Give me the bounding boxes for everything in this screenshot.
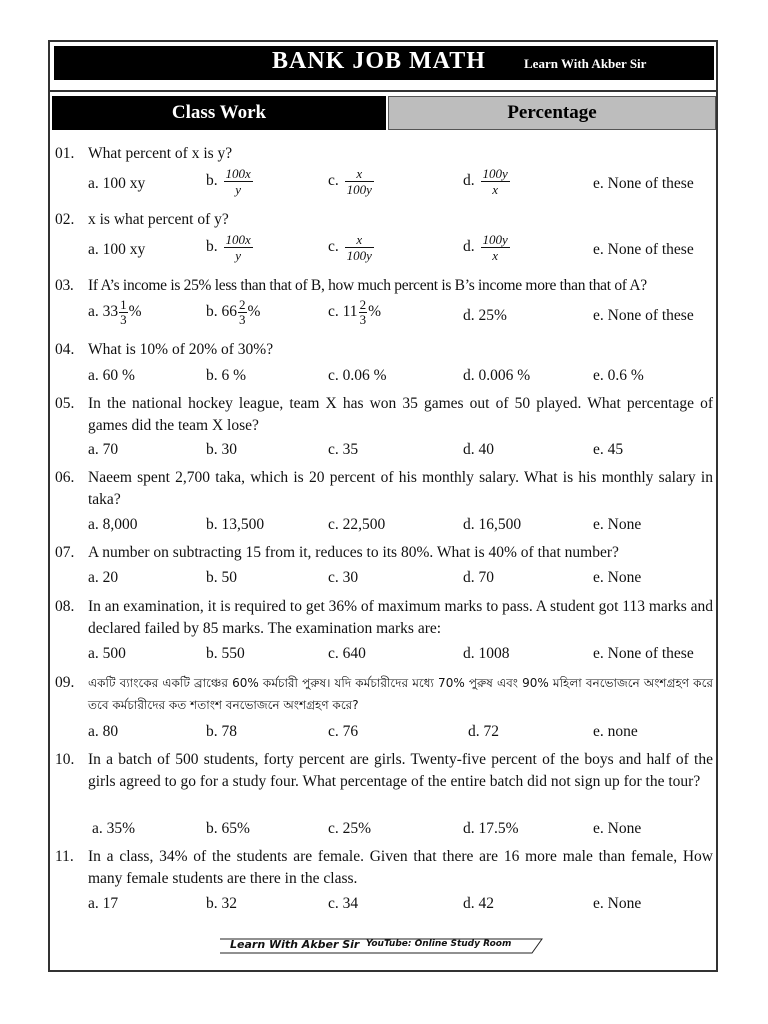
option-label: c. (328, 238, 339, 256)
option-b: b. 30 (206, 441, 237, 458)
option-c: c. 76 (328, 723, 359, 740)
option-a: a. 35% (92, 820, 136, 837)
question-text: In an examination, it is required to get 36% of maximum marks to pass. A student got 113 marks and declared failed by 85 marks. The examination marks are: (88, 598, 713, 637)
option-b: b. 78 (206, 723, 237, 740)
option-a: a. 100 xy (88, 241, 146, 258)
option-d: d. 42 (463, 895, 494, 912)
option-a: a. 20 (88, 569, 119, 586)
fraction (119, 298, 128, 327)
option-b: b. 6 % (206, 367, 247, 384)
option-b: b. 13,500 (206, 516, 265, 533)
fraction (238, 298, 247, 327)
option-e: e. None (593, 569, 642, 586)
question-text: What is 10% of 20% of 30%? (88, 341, 274, 358)
option-c: c. 34 (328, 895, 359, 912)
option-e: e. None of these (593, 645, 694, 662)
question-number: 09. (55, 674, 75, 691)
option-a: a. 17 (88, 895, 119, 912)
percent-sign: % (247, 303, 261, 321)
fraction (224, 166, 253, 197)
option-b: b. 50 (206, 569, 237, 586)
option-label: b. (206, 172, 218, 190)
question-number: 03. (55, 277, 74, 294)
question-text: In a class, 34% of the students are female. Given that there are 16 more male than female, How many female students are there in the class. (88, 848, 713, 887)
topic-label: Percentage (388, 96, 716, 130)
option-b: b. 65% (206, 820, 250, 837)
question-text: Naeem spent 2,700 taka, which is 20 percent of his monthly salary. What is his monthly salary in taka? (88, 469, 713, 508)
class-work-label: Class Work (52, 96, 386, 130)
question-number: 02. (55, 211, 75, 228)
option-label: c. (328, 172, 339, 190)
question-number: 04. (55, 341, 75, 358)
option-b: b. 32 (206, 895, 237, 912)
option-d: d. 72 (468, 723, 499, 740)
denominator: 3 (120, 312, 127, 327)
denominator: 3 (239, 312, 246, 327)
page-subtitle: Learn With Akber Sir (524, 56, 647, 71)
numerator: 100x (225, 232, 251, 247)
option-b (206, 166, 255, 197)
option-a: a. 500 (88, 645, 126, 662)
question-text: A number on subtracting 15 from it, reduces to its 80%. What is 40% of that number? (88, 544, 619, 561)
footer-right-text: YouTube: Online Study Room (366, 939, 512, 949)
numerator: 2 (359, 297, 367, 312)
denominator: y (235, 182, 242, 197)
option-d: d. 25% (463, 307, 507, 324)
option-e: e. None (593, 516, 642, 533)
option-label: b. 66 (206, 303, 237, 321)
numerator: 100x (225, 166, 251, 181)
option-a: a. 8,000 (88, 516, 138, 533)
numerator: 2 (239, 297, 246, 312)
option-c: c. 25% (328, 820, 372, 837)
denominator: 3 (359, 312, 367, 327)
question-text: If A’s income is 25% less than that of B, how much percent is B’s income more than that of A? (88, 277, 647, 294)
fraction (481, 232, 510, 263)
fraction (359, 298, 368, 327)
option-a (88, 298, 142, 327)
percent-sign: % (368, 303, 381, 321)
question-number: 07. (55, 544, 75, 561)
question-number: 08. (55, 598, 75, 615)
denominator: x (492, 182, 499, 197)
option-c: c. 0.06 % (328, 367, 387, 384)
denominator: x (492, 248, 499, 263)
option-label: a. 33 (88, 303, 119, 321)
option-e: e. None (593, 820, 642, 837)
question-text: একটি ব্যাংকের একটি ব্রাঞ্চের 60% কর্মচারী পুরুষ। যদি কর্মচারীদের মধ্যে 70% পুরুষ এবং 90% মহিলা বনভোজনে অংশগ্রহণ করে তবে কর্মচারীদের কত শতাংশ বনভোজনে অংশগ্রহণ করে? (88, 676, 713, 712)
denominator: 100y (346, 248, 372, 263)
numerator: 1 (120, 297, 127, 312)
option-label: d. (463, 172, 475, 190)
question-number: 10. (55, 751, 75, 768)
option-b (206, 298, 260, 327)
option-c: c. 640 (328, 645, 366, 662)
fraction (224, 232, 253, 263)
question-number: 01. (55, 145, 75, 162)
option-d: d. 1008 (463, 645, 510, 662)
option-c: c. 35 (328, 441, 359, 458)
option-d: d. 40 (463, 441, 494, 458)
option-e: e. None of these (593, 307, 694, 324)
denominator: 100y (346, 182, 372, 197)
option-a: a. 100 xy (88, 175, 146, 192)
fraction (345, 166, 374, 197)
option-e: e. None (593, 895, 642, 912)
option-e: e. 45 (593, 441, 624, 458)
percent-sign: % (128, 303, 142, 321)
option-label: d. (463, 238, 475, 256)
footer-banner (218, 938, 544, 952)
option-d: d. 70 (463, 569, 494, 586)
fraction (345, 232, 374, 263)
option-label: c. 11 (328, 303, 358, 321)
option-e: e. None of these (593, 175, 694, 192)
denominator: y (235, 248, 242, 263)
option-c (328, 166, 376, 197)
option-a: a. 60 % (88, 367, 135, 384)
option-d: d. 0.006 % (463, 367, 531, 384)
option-d: d. 17.5% (463, 820, 519, 837)
option-e: e. none (593, 723, 638, 740)
option-label: b. (206, 238, 218, 256)
question-text: In a batch of 500 students, forty percent are girls. Twenty-five percent of the boys and half of the girls agreed to go for a study four. What percentage of the entire batch did not sign up for the tour? (88, 751, 713, 790)
option-a: a. 80 (88, 723, 119, 740)
page-title: BANK JOB MATH (272, 48, 486, 74)
title-bar (54, 46, 714, 80)
numerator: x (345, 232, 374, 248)
option-c: c. 22,500 (328, 516, 386, 533)
question-number: 05. (55, 395, 75, 412)
question-text: x is what percent of y? (88, 211, 229, 228)
option-b: b. 550 (206, 645, 245, 662)
option-d (463, 166, 512, 197)
option-a: a. 70 (88, 441, 119, 458)
question-text: In the national hockey league, team X has won 35 games out of 50 played. What percentage of games did the team X lose? (88, 395, 713, 434)
fraction (481, 166, 510, 197)
footer-left-text: Learn With Akber Sir (230, 938, 360, 951)
question-number: 11. (55, 848, 74, 865)
option-e: e. None of these (593, 241, 694, 258)
numerator: 100y (482, 232, 508, 247)
question-text: What percent of x is y? (88, 145, 233, 162)
option-c (328, 298, 381, 327)
option-e: e. 0.6 % (593, 367, 644, 384)
option-c: c. 30 (328, 569, 359, 586)
option-b (206, 232, 255, 263)
option-d (463, 232, 512, 263)
header-divider (50, 90, 716, 92)
option-d: d. 16,500 (463, 516, 522, 533)
numerator: 100y (482, 166, 508, 181)
question-number: 06. (55, 469, 75, 486)
numerator: x (345, 166, 374, 182)
option-c (328, 232, 376, 263)
